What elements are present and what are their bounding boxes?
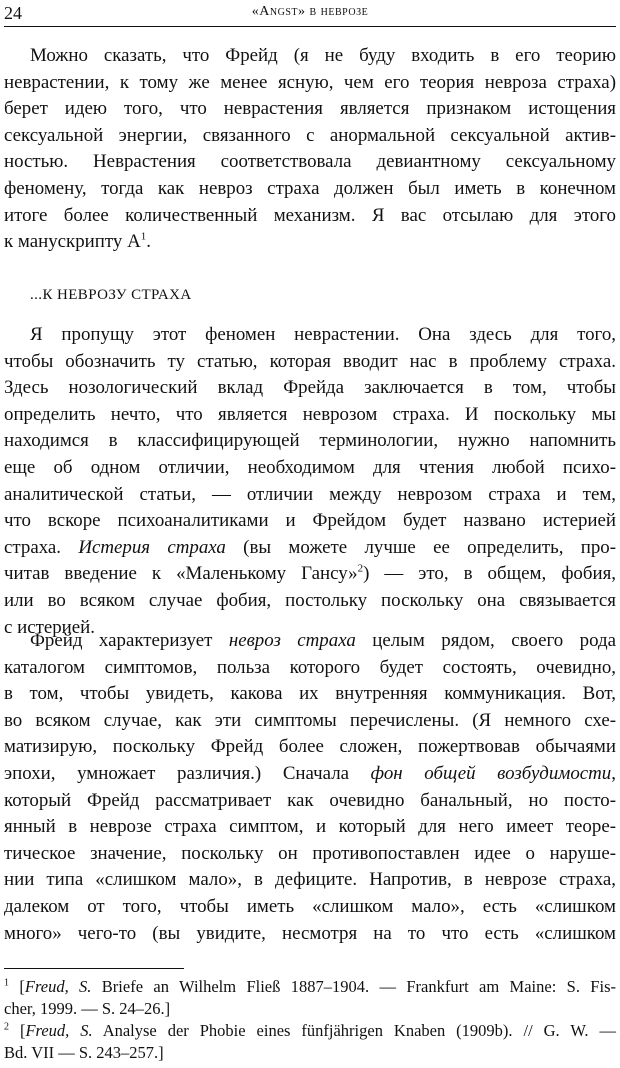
text-segment: эпохи, умножает различия.) Сначала [4, 762, 371, 784]
text-line [4, 561, 616, 588]
text-line [4, 628, 616, 655]
text-line: итоге более количественный механизм. Я вас отсылаю для этого [4, 204, 616, 226]
text-segment: страха. [4, 536, 79, 558]
footnote-2 [4, 1020, 616, 1042]
text-line: каталогом симптомов, польза которого будет состоять, очевидно, [4, 656, 616, 678]
text-line [4, 761, 616, 788]
footnotes [4, 976, 616, 1064]
footnote-ref-2[interactable]: 2 [357, 563, 364, 576]
text-line: сексуальной энергии, связанного с анормальной сексуальной актив- [4, 124, 616, 146]
italic-term: фон общей возбудимости [370, 762, 612, 784]
text-segment: [ [9, 977, 25, 996]
text-line: феномену, тогда как невроз страха должен был иметь в конечном [4, 177, 616, 199]
header-rule [4, 26, 616, 27]
text-line: определить нечто, что является неврозом страха. И поскольку мы [4, 403, 616, 425]
text-line: тическое значение, поскольку он противопоставлен идее о наруше- [4, 842, 616, 864]
text-line: матизирую, поскольку Фрейд более сложен, пожертвовав обычаями [4, 736, 616, 758]
text-line: с истерией. [4, 616, 96, 638]
text-line: янный в неврозе страха симптом, и который для него имеет теоре- [4, 816, 616, 838]
text-segment: , [611, 762, 616, 784]
text-line: который Фрейд рассматривает как очевидно банальный, но посто- [4, 789, 616, 811]
text-line: берет идею того, что неврастения является признаком истощения [4, 98, 616, 120]
text-line: нии типа «слишком мало», в дефиците. Напротив, в неврозе страха, [4, 869, 616, 891]
section-heading: ...К НЕВРОЗУ СТРАХА [30, 287, 192, 303]
text-segment: Briefe an Wilhelm Fließ 1887–1904. — Frankfurt am Maine: S. Fis- [91, 977, 616, 996]
text-line: Здесь нозологический вклад Фрейда заключается в том, чтобы [4, 377, 616, 399]
footnote-2-continuation: Bd. VII — S. 243–257.] [4, 1043, 164, 1062]
text-line: или во всяком случае фобия, постольку поскольку она связывается [4, 589, 616, 611]
text-line: Можно сказать, что Фрейд (я не буду входить в его теорию [30, 45, 616, 66]
text-segment: к манускрипту А [4, 231, 141, 253]
text-segment: Analyse der Phobie eines fünfjährigen Knaben (1909b). // G. W. — [92, 1021, 616, 1040]
page-number: 24 [4, 3, 22, 23]
paragraph-1 [4, 43, 616, 256]
text-line: аналитической статьи, — отличии между неврозом страха и тем, [4, 483, 616, 505]
text-line: ностью. Неврастения соответствовала девиантному сексуальному [4, 151, 616, 173]
footnote-number: 2 [4, 1021, 9, 1033]
running-head-text: «Angst» в неврозе [251, 4, 369, 19]
text-line: много» чего-то (вы увидите, несмотря на то что есть «слишком [4, 922, 616, 944]
footnote-1-continuation: cher, 1999. — S. 24–26.] [4, 999, 171, 1018]
text-segment: целым рядом, своего рода [355, 630, 616, 651]
paragraph-3 [4, 628, 616, 947]
text-segment: . [146, 231, 151, 253]
text-segment: читав введение к «Маленькому Гансу» [4, 563, 358, 585]
text-segment: [ [9, 1021, 26, 1040]
text-segment: ) — это, в общем, фобия, [363, 563, 617, 585]
text-segment: Фрейд характеризует [30, 630, 229, 651]
text-line: Я пропущу этот феномен неврастении. Она здесь для того, [30, 324, 616, 345]
footnote-rule [4, 968, 184, 969]
text-line: еще об одном отличии, необходимом для чтения любой психо- [4, 456, 616, 478]
page-header [4, 0, 616, 26]
footnote-number: 1 [4, 977, 9, 989]
footnote-author: Freud, S. [24, 977, 92, 996]
text-line: находимся в классифицирующей терминологии, нужно напомнить [4, 430, 616, 452]
text-line: чтобы обозначить ту статью, которая вводит нас в проблему страха. [4, 350, 616, 372]
running-head [4, 4, 616, 20]
text-segment: (вы можете лучше ее определить, про- [225, 536, 617, 558]
italic-term: невроз страха [228, 630, 356, 651]
footnote-author: Freud, S. [25, 1021, 93, 1040]
italic-term: Истерия страха [78, 536, 226, 558]
paragraph-2 [4, 322, 616, 641]
text-line: неврастении, к тому же менее ясную, чем его теория невроза страха) [4, 71, 616, 93]
text-line [4, 229, 616, 256]
text-line [4, 535, 616, 562]
text-line: далеком от того, чтобы иметь «слишком мало», есть «слишком [4, 895, 616, 917]
footnote-1 [4, 976, 616, 998]
text-line: в том, чтобы увидеть, какова их внутренняя коммуникация. Вот, [4, 683, 616, 705]
text-line: во всяком случае, как эти симптомы перечислены. (Я немного схе- [4, 709, 616, 731]
text-line: что вскоре психоаналитиками и Фрейдом будет названо истерией [4, 510, 616, 532]
footnote-ref-1[interactable]: 1 [140, 230, 147, 243]
